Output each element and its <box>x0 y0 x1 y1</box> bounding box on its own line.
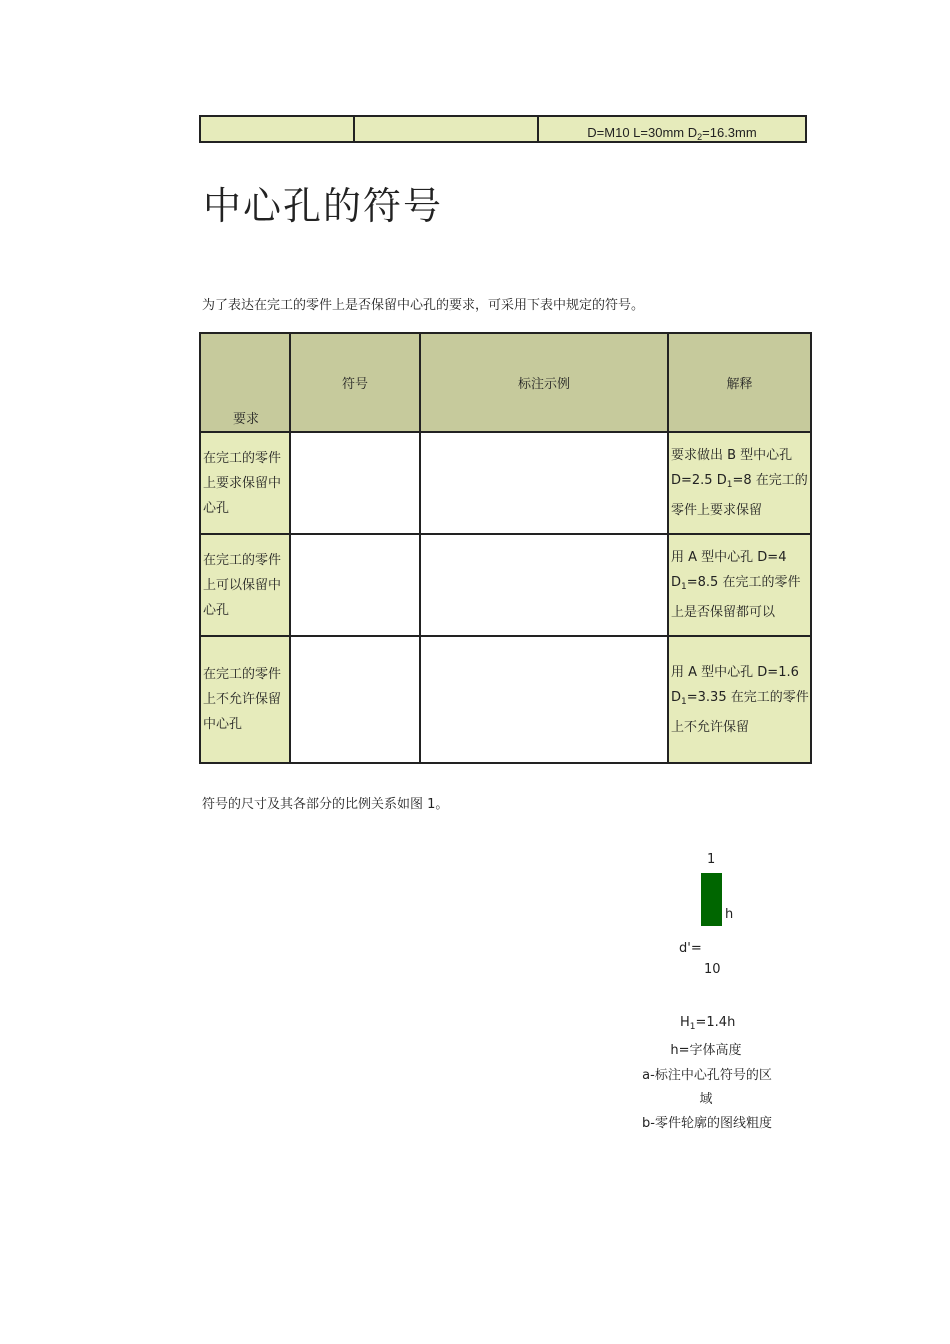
intro-paragraph: 为了表达在完工的零件上是否保留中心孔的要求，可采用下表中规定的符号。 <box>202 298 645 313</box>
explanation-line <box>671 468 810 498</box>
requirement-cell <box>200 636 290 763</box>
figure-h-label: h <box>725 907 734 922</box>
center-hole-symbol-table <box>199 332 812 764</box>
requirement-line: 在完工的零件 <box>203 450 282 466</box>
example-cell <box>420 636 668 763</box>
figure-h1-label <box>680 1015 735 1032</box>
figure-note: 符号的尺寸及其各部分的比例关系如图 1。 <box>202 797 449 812</box>
explanation-text: =8.5 在完工的零件 <box>686 575 801 590</box>
example-cell <box>420 432 668 534</box>
symbol-cell <box>290 534 420 636</box>
explanation-line: 用 A 型中心孔 D=4 <box>671 550 787 565</box>
header-symbol: 符号 <box>290 333 420 432</box>
dimension-sub: 2 <box>697 132 703 142</box>
subscript: 1 <box>681 696 687 707</box>
explanation-text: =3.35 在完工的零件 <box>686 689 809 705</box>
page-title: 中心孔的符号 <box>203 184 444 228</box>
table-row <box>200 432 811 534</box>
figure-line-a1: a-标注中心孔符号的区 <box>642 1068 772 1083</box>
explanation-line <box>671 685 810 715</box>
requirement-line: 心孔 <box>203 500 230 516</box>
top-table-cell-2 <box>355 117 539 141</box>
figure-d-label: d'= <box>679 941 702 956</box>
requirement-line: 上可以保留中 <box>203 577 282 593</box>
header-requirement: 要求 <box>200 333 290 432</box>
requirement-cell <box>200 432 290 534</box>
dimension-text: D=M10 L=30mm D <box>587 125 698 140</box>
explanation-line <box>671 570 810 600</box>
requirement-line: 上不允许保留 <box>203 692 282 707</box>
table-header-row <box>200 333 811 432</box>
example-cell <box>420 534 668 636</box>
symbol-cell <box>290 432 420 534</box>
table-row <box>200 534 811 636</box>
top-table-cell-1 <box>201 117 355 141</box>
figure-top-label: 1 <box>707 852 716 867</box>
explanation-line: 上不允许保留 <box>671 719 750 735</box>
requirement-line: 心孔 <box>203 602 230 618</box>
h1-text: H <box>680 1015 690 1030</box>
dimension-text-suffix: =16.3mm <box>702 125 757 140</box>
symbol-bar-graphic <box>701 873 722 926</box>
subscript: 1 <box>726 480 733 490</box>
explanation-cell <box>668 636 811 763</box>
h1-sub: 1 <box>689 1022 696 1032</box>
subscript: 1 <box>681 582 687 592</box>
explanation-line: 上是否保留都可以 <box>671 605 776 620</box>
explanation-text: D <box>671 689 682 705</box>
figure-d-value: 10 <box>704 962 721 977</box>
requirement-line: 中心孔 <box>203 717 243 732</box>
explanation-line: 零件上要求保留 <box>671 503 763 518</box>
top-table <box>199 115 807 143</box>
figure-line-a2: 域 <box>699 1092 713 1107</box>
header-example: 标注示例 <box>420 333 668 432</box>
explanation-text: D <box>671 575 682 590</box>
requirement-line: 上要求保留中 <box>203 475 282 491</box>
explanation-cell <box>668 534 811 636</box>
symbol-cell <box>290 636 420 763</box>
explanation-text: D=2.5 D <box>671 473 727 488</box>
figure-line-b: b-零件轮廓的图线粗度 <box>642 1116 772 1131</box>
requirement-line: 在完工的零件 <box>203 552 282 568</box>
header-explanation: 解释 <box>668 333 811 432</box>
requirement-line: 在完工的零件 <box>203 667 282 682</box>
explanation-line: 要求做出 B 型中心孔 <box>671 448 793 463</box>
h1-text-suffix: =1.4h <box>695 1015 736 1030</box>
explanation-cell <box>668 432 811 534</box>
requirement-cell <box>200 534 290 636</box>
top-table-cell-3 <box>539 117 805 141</box>
table-row <box>200 636 811 763</box>
explanation-line: 用 A 型中心孔 D=1.6 <box>671 664 799 680</box>
figure-line-h: h=字体高度 <box>670 1043 742 1058</box>
explanation-text: =8 在完工的 <box>732 473 808 488</box>
